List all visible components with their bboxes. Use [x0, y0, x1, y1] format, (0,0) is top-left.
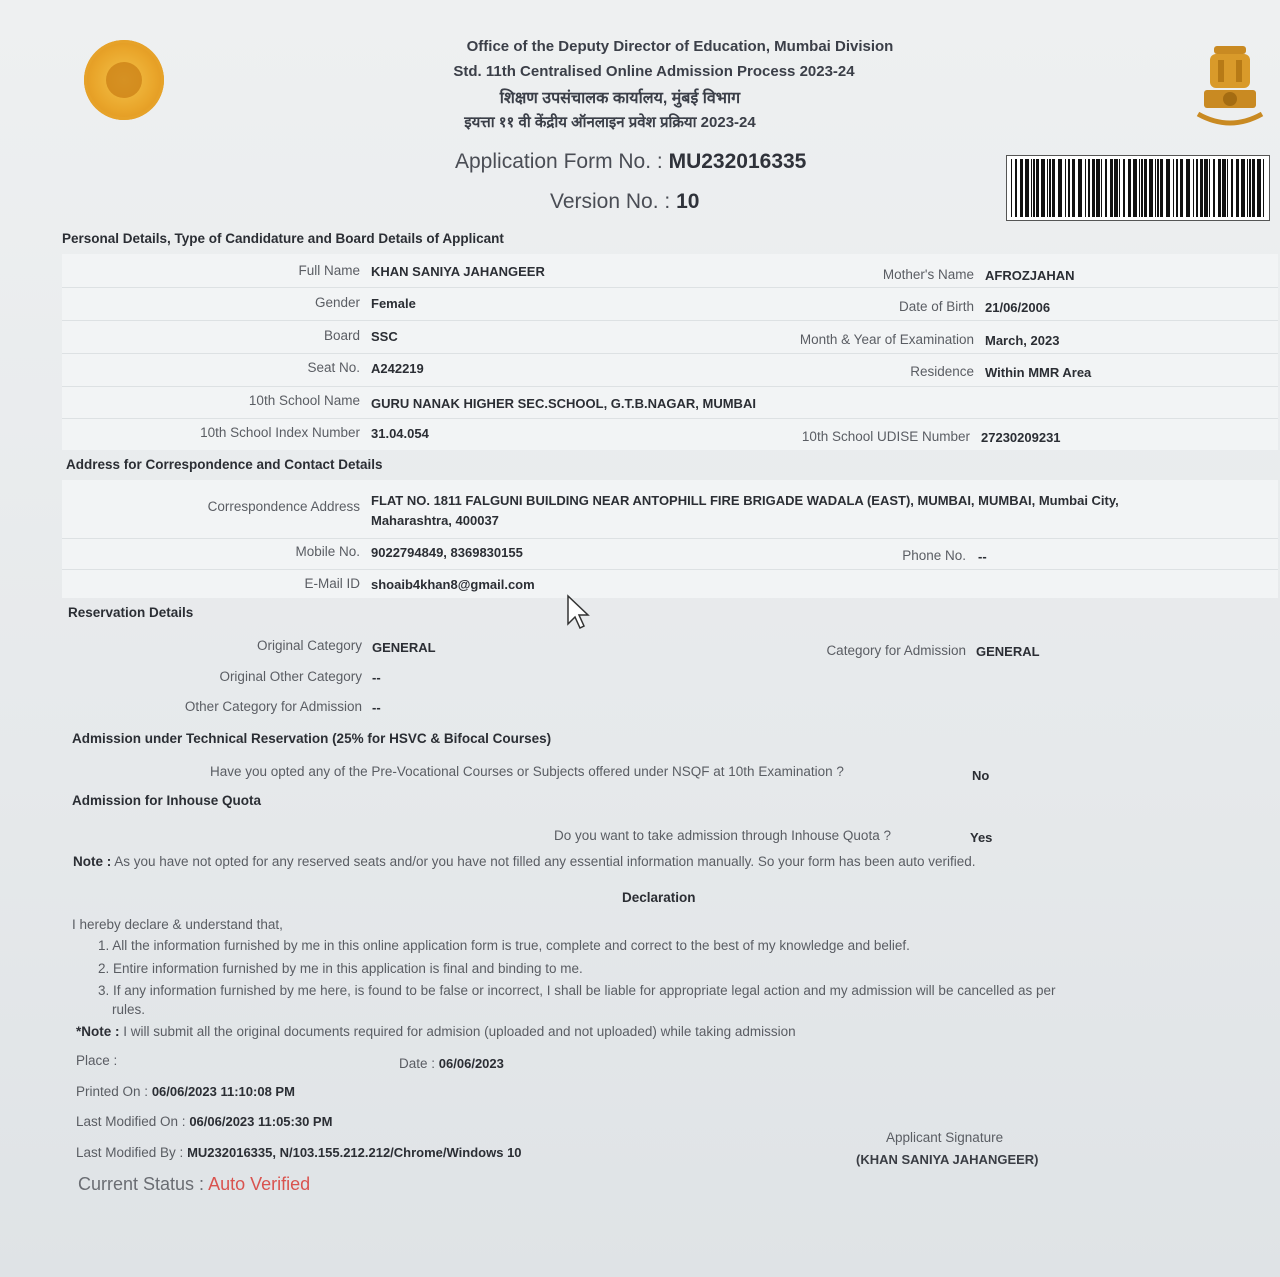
inhouse-answer: Yes: [970, 830, 993, 845]
printed-value: 06/06/2023 11:10:08 PM: [151, 1084, 295, 1099]
barcode-bar: [1020, 159, 1023, 217]
declaration-title: Declaration: [622, 890, 696, 905]
barcode-bar: [1141, 159, 1143, 217]
barcode-bar: [1166, 159, 1170, 217]
correspondence-address-label: Correspondence Address: [207, 499, 360, 514]
last-modified-by: [76, 1145, 522, 1160]
inhouse-question: Do you want to take admission through Inhouse Quota ?: [554, 828, 891, 843]
barcode-bar: [1247, 159, 1248, 217]
modified-by-label: Last Modified By :: [76, 1145, 184, 1160]
barcode-bar: [1085, 159, 1086, 217]
other-category-admission-value: --: [372, 700, 381, 715]
current-status: [78, 1174, 310, 1195]
declaration-intro: I hereby declare & understand that,: [72, 917, 283, 932]
gender-label: Gender: [314, 295, 360, 310]
barcode-bar: [1200, 159, 1203, 217]
barcode-bar: [1157, 159, 1159, 217]
exam-value: March, 2023: [985, 333, 1060, 348]
declaration-note: [76, 1024, 796, 1039]
school-index-value: 31.04.054: [371, 426, 429, 441]
header-marathi-office: शिक्षण उपसंचालक कार्यालय, मुंबई विभाग: [499, 90, 741, 107]
declaration-item-3-cont: rules.: [112, 1002, 146, 1017]
barcode-bar: [1227, 159, 1228, 217]
barcode-bar: [1209, 159, 1210, 217]
mobile-label: Mobile No.: [295, 544, 360, 559]
declaration-note-label: *Note :: [76, 1024, 120, 1039]
date-value: 06/06/2023: [438, 1056, 504, 1071]
barcode-bar: [1096, 159, 1100, 217]
barcode-bar: [1047, 159, 1048, 217]
barcode-bar: [1068, 159, 1070, 217]
board-label: Board: [323, 328, 360, 343]
barcode-bar: [1193, 159, 1194, 217]
barcode-bar: [1236, 159, 1239, 217]
signature-name: (KHAN SANIYA JAHANGEER): [856, 1152, 1039, 1167]
barcode-bar: [1149, 159, 1153, 217]
barcode-bar: [1213, 159, 1215, 217]
mobile-value: 9022794849, 8369830155: [371, 545, 523, 560]
email-label: E-Mail ID: [304, 576, 360, 591]
row-divider: [62, 386, 1278, 387]
declaration-item-2: 2. Entire information furnished by me in this application is final and binding to me.: [98, 961, 583, 976]
barcode-bar: [1186, 159, 1190, 217]
personal-section-title: Personal Details, Type of Candidature and Board Details of Applicant: [62, 231, 504, 246]
barcode-bar: [1088, 159, 1090, 217]
inhouse-section-title: Admission for Inhouse Quota: [72, 793, 262, 808]
barcode-bar: [1196, 159, 1198, 217]
barcode-bar: [1160, 159, 1163, 217]
header-process-line: Std. 11th Centralised Online Admission Process 2023-24: [453, 63, 855, 80]
version-number: [550, 190, 699, 214]
barcode-bar: [1033, 159, 1035, 217]
barcode-bar: [1015, 159, 1017, 217]
barcode-bar: [1176, 159, 1178, 217]
school-name-value: GURU NANAK HIGHER SEC.SCHOOL, G.T.B.NAGAR, MUMBAI: [371, 396, 756, 411]
note-label: Note :: [73, 854, 112, 869]
printed-on: [76, 1084, 295, 1099]
barcode-bar: [1031, 159, 1032, 217]
phone-value: --: [978, 549, 987, 564]
barcode-bar: [1155, 159, 1156, 217]
modified-value: 06/06/2023 11:05:30 PM: [189, 1114, 333, 1129]
mouse-cursor-icon: [566, 594, 590, 632]
row-divider: [62, 538, 1278, 539]
place-label: Place :: [76, 1053, 118, 1068]
gender-value: Female: [371, 296, 416, 311]
category-admission-label: Category for Admission: [826, 643, 966, 658]
school-name-label: 10th School Name: [248, 393, 360, 408]
barcode-bar: [1041, 159, 1045, 217]
technical-section-title: Admission under Technical Reservation (25% for HSVC & Bifocal Courses): [72, 731, 552, 746]
row-divider: [62, 320, 1278, 321]
dob-label: Date of Birth: [898, 299, 974, 314]
udise-label: 10th School UDISE Number: [801, 429, 970, 444]
barcode-bar: [1114, 159, 1118, 217]
declaration-note-text: I will submit all the original documents required for admision (uploaded and not uploaded) while taking admission: [123, 1024, 796, 1039]
printed-label: Printed On :: [76, 1084, 149, 1099]
other-category-admission-label: Other Category for Admission: [184, 699, 362, 714]
barcode-bar: [1049, 159, 1051, 217]
barcode-bar: [1204, 159, 1208, 217]
barcode-bar: [1036, 159, 1039, 217]
technical-question: Have you opted any of the Pre-Vocational Courses or Subjects offered under NSQF at 10th Examination ?: [210, 764, 844, 779]
row-divider: [62, 353, 1278, 354]
residence-value: Within MMR Area: [985, 365, 1092, 380]
barcode-bar: [1263, 159, 1264, 217]
phone-label: Phone No.: [902, 548, 966, 563]
barcode-bar: [1139, 159, 1140, 217]
barcode-bar: [1128, 159, 1131, 217]
auto-verify-note: [73, 854, 976, 869]
barcode-bar: [1231, 159, 1233, 217]
barcode-bar: [1092, 159, 1095, 217]
declaration-item-3: 3. If any information furnished by me here, is found to be false or incorrect, I shall be liable for appropriate legal action and my admission will be cancelled as per: [98, 983, 1056, 998]
full-name-value: KHAN SANIYA JAHANGEER: [371, 264, 545, 279]
declaration-item-1: 1. All the information furnished by me in this online application form is true, complete and correct to the best of my knowledge and belief.: [98, 938, 910, 953]
header-marathi-process: इयत्ता ११ वी केंद्रीय ऑनलाइन प्रवेश प्रक्रिया 2023-24: [464, 114, 756, 131]
barcode-bar: [1144, 159, 1147, 217]
mother-name-label: Mother's Name: [882, 267, 974, 282]
board-value: SSC: [371, 329, 398, 344]
barcode-bar: [1025, 159, 1029, 217]
barcode-bar: [1105, 159, 1107, 217]
barcode-bar: [1252, 159, 1255, 217]
original-category-value: GENERAL: [372, 640, 436, 655]
barcode-image: [1006, 155, 1270, 221]
barcode-bar: [1052, 159, 1055, 217]
udise-value: 27230209231: [981, 430, 1061, 445]
row-divider: [62, 418, 1278, 419]
barcode-bar: [1222, 159, 1226, 217]
mother-name-value: AFROZJAHAN: [985, 268, 1075, 283]
barcode-bar: [1011, 159, 1012, 217]
reservation-section-title: Reservation Details: [68, 605, 194, 620]
original-other-category-value: --: [372, 670, 381, 685]
row-divider: [62, 287, 1278, 288]
modified-by-value: MU232016335, N/103.155.212.212/Chrome/Windows 10: [187, 1145, 522, 1160]
last-modified-on: [76, 1114, 332, 1129]
exam-label: Month & Year of Examination: [799, 332, 974, 347]
barcode-bar: [1110, 159, 1113, 217]
barcode-bar: [1173, 159, 1174, 217]
address-section-title: Address for Correspondence and Contact Details: [66, 457, 383, 472]
form-no-label: Application Form No. :: [455, 150, 663, 173]
category-admission-value: GENERAL: [976, 644, 1040, 659]
barcode-bar: [1072, 159, 1075, 217]
barcode-bar: [1249, 159, 1251, 217]
seat-no-value: A242219: [371, 361, 424, 376]
dob-value: 21/06/2006: [985, 300, 1051, 315]
modified-label: Last Modified On :: [76, 1114, 186, 1129]
barcode-bar: [1123, 159, 1125, 217]
signature-label: Applicant Signature: [886, 1130, 1004, 1145]
correspondence-address-line2: Maharashtra, 400037: [371, 513, 499, 528]
barcode-bar: [1218, 159, 1221, 217]
version-value: 10: [676, 190, 700, 213]
technical-answer: No: [972, 768, 990, 783]
original-other-category-label: Original Other Category: [219, 669, 362, 684]
residence-label: Residence: [910, 364, 974, 379]
barcode-bar: [1257, 159, 1261, 217]
status-value: Auto Verified: [208, 1174, 311, 1194]
header-office-line: Office of the Deputy Director of Education, Mumbai Division: [466, 38, 894, 55]
row-divider: [62, 569, 1278, 570]
personal-details-grid: [62, 254, 1278, 450]
status-label: Current Status :: [78, 1174, 205, 1194]
note-text: As you have not opted for any reserved seats and/or you have not filled any essential information manually. So your form has been auto verified.: [114, 854, 976, 869]
barcode-bar: [1058, 159, 1062, 217]
barcode-bar: [1119, 159, 1120, 217]
barcode-bar: [1180, 159, 1183, 217]
date-label: Date :: [399, 1056, 436, 1071]
date-field: [399, 1056, 504, 1071]
email-value: shoaib4khan8@gmail.com: [371, 577, 535, 592]
form-no-value: MU232016335: [668, 150, 807, 173]
barcode-bar: [1078, 159, 1082, 217]
full-name-label: Full Name: [298, 263, 360, 278]
original-category-label: Original Category: [256, 638, 362, 653]
application-form-number: [455, 150, 806, 174]
correspondence-address-line1: FLAT NO. 1811 FALGUNI BUILDING NEAR ANTOPHILL FIRE BRIGADE WADALA (EAST), MUMBAI, MUMBAI, Mumbai City,: [371, 493, 1119, 508]
version-label: Version No. :: [550, 190, 671, 213]
barcode-bar: [1065, 159, 1066, 217]
school-index-label: 10th School Index Number: [200, 425, 360, 440]
barcode-bar: [1101, 159, 1102, 217]
seat-no-label: Seat No.: [307, 360, 360, 375]
barcode-bar: [1241, 159, 1245, 217]
barcode-bar: [1133, 159, 1137, 217]
